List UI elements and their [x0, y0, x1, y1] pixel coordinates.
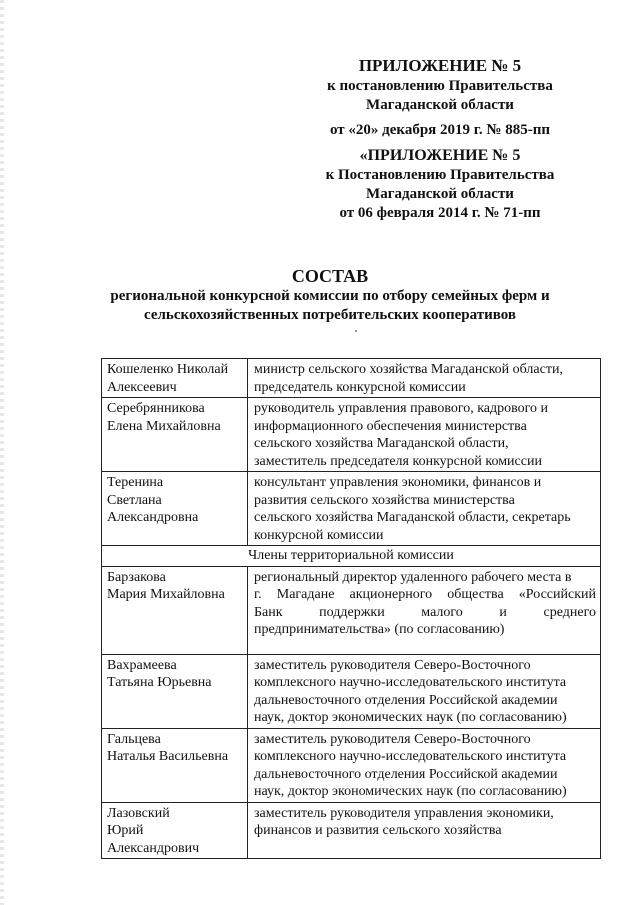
table-row — [102, 566, 601, 654]
member-name-line: Елена Михайловна — [107, 418, 221, 434]
member-name-line: Татьяна Юрьевна — [107, 675, 212, 690]
member-role-line: г. Магадане акционерного общества «Российский — [254, 587, 596, 602]
member-role-line: конкурсной комиссии — [254, 527, 384, 543]
member-role-cell — [248, 472, 601, 546]
member-name-line: Александрович — [107, 840, 200, 856]
member-name-line: Мария Михайловна — [107, 587, 225, 602]
appendix-original-line3: от 06 февраля 2014 г. № 71-пп — [339, 205, 541, 221]
member-name-line: Лазовский — [107, 805, 170, 821]
composition-subtitle-line2: сельскохозяйственных потребительских кооперативов — [144, 307, 516, 323]
member-name-cell — [102, 654, 248, 728]
member-role-line: заместитель руководителя Северо-Восточного — [254, 731, 531, 747]
member-role-line: сельского хозяйства Магаданской области, — [254, 436, 509, 451]
table-row — [102, 359, 601, 398]
member-name-line: Гальцева — [107, 731, 161, 747]
appendix-original-title: «ПРИЛОЖЕНИЕ № 5 — [359, 147, 521, 164]
member-name-line: Вахрамеева — [107, 657, 177, 673]
member-name-line: Светлана — [107, 492, 162, 508]
member-role-line: Банк поддержки малого и среднего — [254, 604, 596, 620]
composition-subtitle-line1: региональной конкурсной комиссии по отбору семейных ферм и — [110, 288, 550, 304]
member-name-line: Алексеевич — [107, 379, 177, 395]
member-name-line: Барзакова — [107, 569, 166, 585]
member-name-line: Теренина — [107, 475, 164, 490]
member-name-cell — [102, 359, 248, 398]
commission-table — [101, 358, 601, 859]
scan-dot — [355, 330, 357, 332]
member-role-line: председатель конкурсной комиссии — [254, 379, 466, 395]
section-label: Члены территориальной комиссии — [102, 546, 601, 567]
member-role-cell — [248, 359, 601, 398]
appendix-current-title: ПРИЛОЖЕНИЕ № 5 — [358, 56, 522, 75]
member-role-line: предпринимательства» (по согласованию) — [254, 622, 505, 637]
scan-edge-artifact — [0, 0, 4, 905]
table-row — [102, 802, 601, 859]
table-row — [102, 472, 601, 546]
member-role-line: информационного обеспечения министерства — [254, 418, 527, 434]
member-role-cell — [248, 398, 601, 472]
composition-heading: СОСТАВ — [291, 266, 369, 286]
member-role-line: региональный директор удаленного рабочего места в — [254, 569, 572, 585]
appendix-original-line1: к Постановлению Правительства — [325, 167, 555, 183]
member-name-line: Наталья Васильевна — [107, 749, 229, 764]
member-role-cell — [248, 654, 601, 728]
member-role-line: наук, доктор экономических наук (по согласованию) — [254, 784, 567, 799]
member-role-line: заместитель руководителя управления экономики, — [254, 805, 554, 821]
table-row — [102, 728, 601, 802]
appendix-current-header — [310, 55, 570, 140]
member-role-cell — [248, 802, 601, 859]
member-role-cell — [248, 566, 601, 654]
member-role-line: заместитель руководителя Северо-Восточного — [254, 657, 531, 673]
member-role-line: развития сельского хозяйства министерства — [254, 492, 515, 508]
member-role-line: министр сельского хозяйства Магаданской области, — [254, 362, 563, 377]
appendix-current-line2: Магаданской области — [366, 97, 514, 113]
member-role-line: финансов и развития сельского хозяйства — [254, 823, 502, 838]
member-role-line: наук, доктор экономических наук (по согласованию) — [254, 710, 567, 725]
member-role-line: сельского хозяйства Магаданской области, секретарь — [254, 510, 571, 525]
member-role-cell — [248, 728, 601, 802]
member-role-line: дальневосточного отделения Российской академии — [254, 692, 558, 708]
appendix-original-header — [310, 146, 570, 223]
member-name-cell — [102, 802, 248, 859]
member-name-line: Серебрянникова — [107, 401, 205, 416]
table-row — [102, 398, 601, 472]
appendix-original-line2: Магаданской области — [366, 186, 514, 202]
member-role-line: дальневосточного отделения Российской академии — [254, 766, 558, 782]
member-role-line: заместитель председателя конкурсной комиссии — [254, 453, 542, 469]
section-row — [102, 546, 601, 567]
member-role-line: комплексного научно-исследовательского института — [254, 675, 567, 690]
member-name-line: Юрий — [107, 823, 144, 838]
member-role-line: руководитель управления правового, кадрового и — [254, 401, 549, 416]
composition-title — [90, 265, 570, 325]
table-row — [102, 654, 601, 728]
member-role-line: консультант управления экономики, финансов и — [254, 475, 542, 490]
member-name-line: Александровна — [107, 510, 199, 525]
member-role-line: комплексного научно-исследовательского института — [254, 749, 567, 764]
member-name-cell — [102, 728, 248, 802]
appendix-current-line3: от «20» декабря 2019 г. № 885-пп — [329, 122, 550, 138]
member-name-cell — [102, 398, 248, 472]
member-name-cell — [102, 566, 248, 654]
member-name-cell — [102, 472, 248, 546]
appendix-current-line1: к постановлению Правительства — [327, 78, 553, 94]
member-name-line: Кошеленко Николай — [107, 362, 229, 377]
